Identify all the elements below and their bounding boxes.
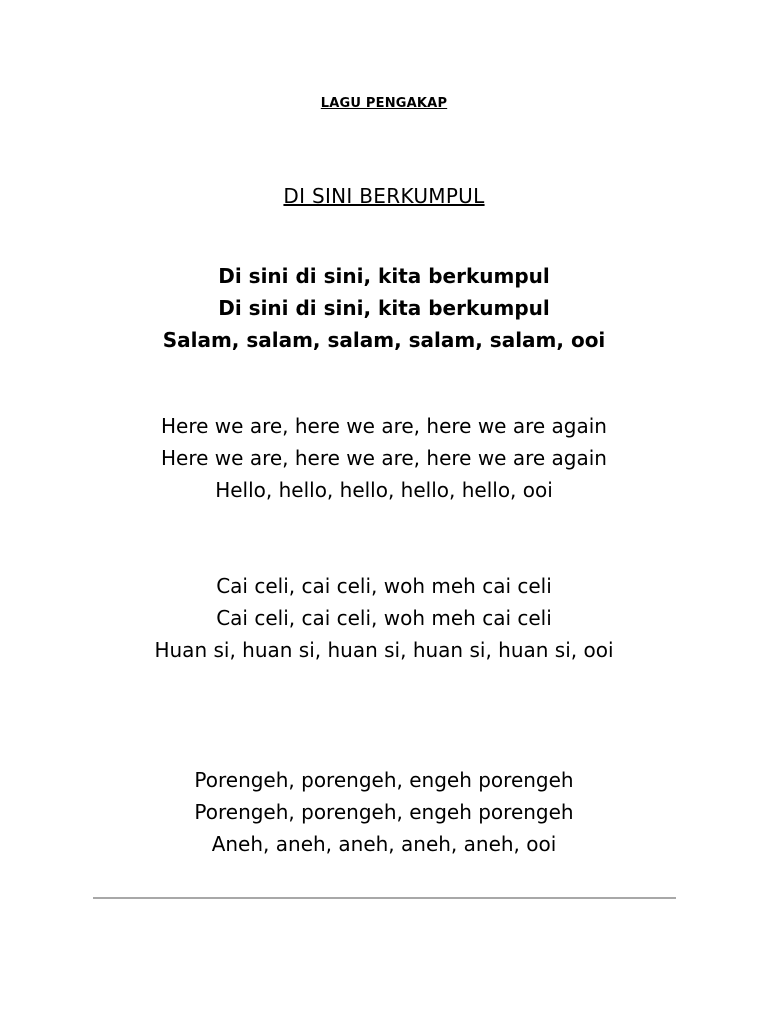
verse-line: Di sini di sini, kita berkumpul <box>218 296 550 320</box>
verse-line: Cai celi, cai celi, woh meh cai celi <box>216 606 552 630</box>
verse-line: Huan si, huan si, huan si, huan si, huan si, ooi <box>154 638 614 662</box>
verse-line: Hello, hello, hello, hello, hello, ooi <box>215 478 553 502</box>
verse-malay <box>0 260 768 356</box>
verse-english <box>0 410 768 506</box>
verse-chinese <box>0 570 768 666</box>
verse-line: Di sini di sini, kita berkumpul <box>218 264 550 288</box>
verse-line: Aneh, aneh, aneh, aneh, aneh, ooi <box>211 832 557 856</box>
song-title: DI SINI BERKUMPUL <box>283 184 485 208</box>
verse-line: Porengeh, porengeh, engeh porengeh <box>194 768 574 792</box>
verse-tamil <box>0 764 768 860</box>
verse-line: Here we are, here we are, here we are again <box>161 446 607 470</box>
verse-line: Cai celi, cai celi, woh meh cai celi <box>216 574 552 598</box>
verse-line: Here we are, here we are, here we are again <box>161 414 607 438</box>
page-header: LAGU PENGAKAP <box>320 96 448 111</box>
page-divider <box>93 897 676 899</box>
verse-line: Porengeh, porengeh, engeh porengeh <box>194 800 574 824</box>
verse-line: Salam, salam, salam, salam, salam, ooi <box>162 328 606 352</box>
